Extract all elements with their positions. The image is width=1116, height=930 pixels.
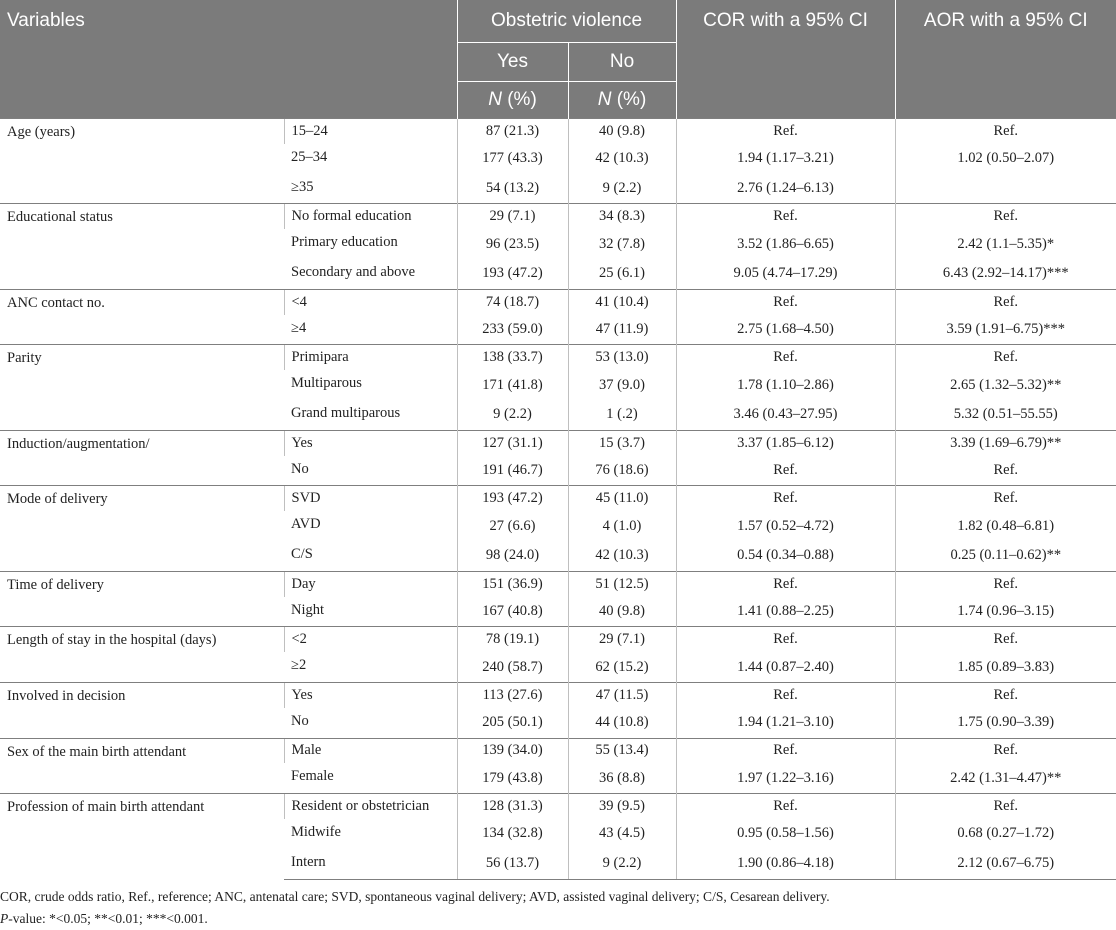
no-count-cell: 32 (7.8)	[568, 229, 676, 259]
no-count-cell: 53 (13.0)	[568, 345, 676, 370]
aor-cell: Ref.	[895, 571, 1116, 596]
no-count-cell: 29 (7.1)	[568, 627, 676, 652]
aor-cell: 3.59 (1.91–6.75)***	[895, 315, 1116, 345]
variable-cell: Length of stay in the hospital (days)	[0, 627, 284, 683]
header-n-pct-yes	[457, 82, 568, 119]
category-cell: 25–34	[291, 148, 328, 165]
category-cell: Yes	[284, 430, 457, 455]
yes-count-cell: 96 (23.5)	[457, 229, 568, 259]
cor-cell: 1.41 (0.88–2.25)	[676, 597, 895, 627]
table-row	[0, 119, 1116, 144]
category-cell: Grand multiparous	[291, 404, 401, 421]
aor-cell: Ref.	[895, 456, 1116, 486]
yes-count-cell: 113 (27.6)	[457, 682, 568, 707]
cor-cell: 3.37 (1.85–6.12)	[676, 430, 895, 455]
variable-cell: Mode of delivery	[0, 486, 284, 571]
aor-cell: Ref.	[895, 627, 1116, 652]
yes-count-cell: 193 (47.2)	[457, 486, 568, 511]
category-cell: Resident or obstetrician	[284, 794, 457, 819]
yes-count-cell: 56 (13.7)	[457, 849, 568, 879]
category-cell: Yes	[284, 682, 457, 707]
aor-cell: Ref.	[895, 794, 1116, 819]
cor-cell: Ref.	[676, 627, 895, 652]
category-cell: No	[291, 712, 309, 729]
yes-count-cell: 167 (40.8)	[457, 597, 568, 627]
variable-cell: Educational status	[0, 204, 284, 289]
yes-count-cell: 139 (34.0)	[457, 738, 568, 763]
header-cor: COR with a 95% CI	[676, 0, 895, 119]
no-count-cell: 40 (9.8)	[568, 119, 676, 144]
category-cell: Primipara	[284, 345, 457, 370]
header-yes: Yes	[457, 43, 568, 82]
cor-cell: 2.75 (1.68–4.50)	[676, 315, 895, 345]
header-aor: AOR with a 95% CI	[895, 0, 1116, 119]
no-count-cell: 37 (9.0)	[568, 370, 676, 400]
aor-cell: 1.75 (0.90–3.39)	[895, 708, 1116, 738]
table-row	[0, 430, 1116, 455]
header-pct-yes: (%)	[501, 89, 537, 110]
cor-cell: Ref.	[676, 682, 895, 707]
aor-cell: 2.12 (0.67–6.75)	[895, 849, 1116, 879]
aor-cell: 1.85 (0.89–3.83)	[895, 652, 1116, 682]
aor-cell: 0.25 (0.11–0.62)**	[895, 541, 1116, 571]
cor-cell: Ref.	[676, 794, 895, 819]
table-row	[0, 571, 1116, 596]
category-cell: Secondary and above	[291, 263, 416, 280]
aor-cell: Ref.	[895, 682, 1116, 707]
category-cell: Intern	[284, 849, 457, 879]
cor-cell: Ref.	[676, 738, 895, 763]
variable-cell: Sex of the main birth attendant	[0, 738, 284, 794]
no-count-cell: 34 (8.3)	[568, 204, 676, 229]
header-variables: Variables	[0, 0, 457, 119]
category-cell: 15–24	[284, 119, 457, 144]
no-count-cell: 47 (11.5)	[568, 682, 676, 707]
aor-cell: 1.74 (0.96–3.15)	[895, 597, 1116, 627]
yes-count-cell: 27 (6.6)	[457, 511, 568, 541]
table-row	[0, 794, 1116, 819]
header-n-italic-yes: N	[488, 89, 502, 110]
yes-count-cell: 179 (43.8)	[457, 763, 568, 793]
table-row	[0, 682, 1116, 707]
yes-count-cell: 87 (21.3)	[457, 119, 568, 144]
category-cell: Male	[284, 738, 457, 763]
yes-count-cell: 9 (2.2)	[457, 400, 568, 430]
aor-cell: 2.42 (1.31–4.47)**	[895, 763, 1116, 793]
yes-count-cell: 98 (24.0)	[457, 541, 568, 571]
aor-cell: Ref.	[895, 738, 1116, 763]
no-count-cell: 42 (10.3)	[568, 144, 676, 174]
table-row	[0, 289, 1116, 314]
cor-cell: Ref.	[676, 345, 895, 370]
header-n-italic-no: N	[597, 89, 612, 110]
aor-cell: 5.32 (0.51–55.55)	[895, 400, 1116, 430]
table-row	[0, 345, 1116, 370]
category-cell: AVD	[291, 516, 321, 533]
cor-cell: 3.46 (0.43–27.95)	[676, 400, 895, 430]
category-cell: C/S	[291, 545, 313, 562]
cor-cell: 9.05 (4.74–17.29)	[676, 259, 895, 289]
cor-cell: 2.76 (1.24–6.13)	[676, 174, 895, 204]
yes-count-cell: 78 (19.1)	[457, 627, 568, 652]
variable-cell: Age (years)	[0, 119, 284, 204]
aor-cell: 0.68 (0.27–1.72)	[895, 819, 1116, 849]
no-count-cell: 62 (15.2)	[568, 652, 676, 682]
no-count-cell: 55 (13.4)	[568, 738, 676, 763]
header-no: No	[568, 43, 676, 82]
category-cell: Primary education	[291, 234, 398, 251]
variable-cell: Involved in decision	[0, 682, 284, 738]
yes-count-cell: 191 (46.7)	[457, 456, 568, 486]
aor-cell: 2.65 (1.32–5.32)**	[895, 370, 1116, 400]
no-count-cell: 36 (8.8)	[568, 763, 676, 793]
aor-cell: 2.42 (1.1–5.35)*	[895, 229, 1116, 259]
category-cell: SVD	[284, 486, 457, 511]
no-count-cell: 45 (11.0)	[568, 486, 676, 511]
no-count-cell: 25 (6.1)	[568, 259, 676, 289]
cor-cell: 1.94 (1.21–3.10)	[676, 708, 895, 738]
aor-cell: 3.39 (1.69–6.79)**	[895, 430, 1116, 455]
yes-count-cell: 128 (31.3)	[457, 794, 568, 819]
aor-cell: Ref.	[895, 119, 1116, 144]
cor-cell: 1.57 (0.52–4.72)	[676, 511, 895, 541]
cor-cell: 1.78 (1.10–2.86)	[676, 370, 895, 400]
category-cell: ≥4	[291, 319, 307, 336]
no-count-cell: 9 (2.2)	[568, 849, 676, 879]
aor-cell: 1.82 (0.48–6.81)	[895, 511, 1116, 541]
category-cell: No formal education	[284, 204, 457, 229]
yes-count-cell: 233 (59.0)	[457, 315, 568, 345]
no-count-cell: 40 (9.8)	[568, 597, 676, 627]
yes-count-cell: 127 (31.1)	[457, 430, 568, 455]
category-cell: <2	[284, 627, 457, 652]
aor-cell: Ref.	[895, 345, 1116, 370]
no-count-cell: 9 (2.2)	[568, 174, 676, 204]
pvalue-footnote	[0, 908, 1116, 930]
no-count-cell: 42 (10.3)	[568, 541, 676, 571]
category-cell: Female	[291, 768, 334, 785]
category-cell: Midwife	[291, 823, 341, 840]
no-count-cell: 39 (9.5)	[568, 794, 676, 819]
variable-cell: Time of delivery	[0, 571, 284, 627]
category-cell: Day	[284, 571, 457, 596]
category-cell: Multiparous	[291, 375, 362, 392]
table-body	[0, 119, 1116, 880]
table-footer	[0, 886, 1116, 930]
table-row	[0, 738, 1116, 763]
cor-cell: 1.97 (1.22–3.16)	[676, 763, 895, 793]
header-pct-no: (%)	[611, 89, 647, 110]
header-obstetric-violence: Obstetric violence	[457, 0, 676, 43]
variable-cell: ANC contact no.	[0, 289, 284, 345]
pvalue-label: P	[0, 910, 9, 926]
cor-cell: Ref.	[676, 119, 895, 144]
no-count-cell: 15 (3.7)	[568, 430, 676, 455]
cor-cell: Ref.	[676, 289, 895, 314]
aor-cell: Ref.	[895, 289, 1116, 314]
cor-cell: 1.94 (1.17–3.21)	[676, 144, 895, 174]
category-cell: ≥35	[291, 178, 314, 195]
pvalue-text: -value: *<0.05; **<0.01; ***<0.001.	[8, 910, 208, 926]
yes-count-cell: 54 (13.2)	[457, 174, 568, 204]
cor-cell: Ref.	[676, 204, 895, 229]
variable-cell: Profession of main birth attendant	[0, 794, 284, 879]
cor-cell: Ref.	[676, 571, 895, 596]
header-n-pct-no	[568, 82, 676, 119]
cor-cell: 3.52 (1.86–6.65)	[676, 229, 895, 259]
cor-cell: 1.44 (0.87–2.40)	[676, 652, 895, 682]
yes-count-cell: 193 (47.2)	[457, 259, 568, 289]
no-count-cell: 41 (10.4)	[568, 289, 676, 314]
yes-count-cell: 29 (7.1)	[457, 204, 568, 229]
aor-cell: Ref.	[895, 204, 1116, 229]
cor-cell: Ref.	[676, 486, 895, 511]
variable-cell: Induction/augmentation/	[0, 430, 284, 486]
table-header	[0, 0, 1116, 119]
no-count-cell: 47 (11.9)	[568, 315, 676, 345]
aor-cell: Ref.	[895, 486, 1116, 511]
aor-cell: 1.02 (0.50–2.07)	[895, 144, 1116, 174]
aor-cell: 6.43 (2.92–14.17)***	[895, 259, 1116, 289]
cor-cell: Ref.	[676, 456, 895, 486]
no-count-cell: 51 (12.5)	[568, 571, 676, 596]
no-count-cell: 43 (4.5)	[568, 819, 676, 849]
yes-count-cell: 240 (58.7)	[457, 652, 568, 682]
yes-count-cell: 205 (50.1)	[457, 708, 568, 738]
yes-count-cell: 138 (33.7)	[457, 345, 568, 370]
yes-count-cell: 177 (43.3)	[457, 144, 568, 174]
cor-cell: 0.54 (0.34–0.88)	[676, 541, 895, 571]
yes-count-cell: 171 (41.8)	[457, 370, 568, 400]
category-cell: Night	[291, 601, 325, 618]
yes-count-cell: 74 (18.7)	[457, 289, 568, 314]
category-cell: No	[291, 460, 309, 477]
category-cell: ≥2	[291, 657, 307, 674]
table-row	[0, 627, 1116, 652]
aor-cell	[895, 174, 1116, 204]
no-count-cell: 76 (18.6)	[568, 456, 676, 486]
no-count-cell: 44 (10.8)	[568, 708, 676, 738]
yes-count-cell: 151 (36.9)	[457, 571, 568, 596]
category-cell: <4	[284, 289, 457, 314]
no-count-cell: 1 (.2)	[568, 400, 676, 430]
no-count-cell: 4 (1.0)	[568, 511, 676, 541]
table-row	[0, 486, 1116, 511]
cor-cell: 1.90 (0.86–4.18)	[676, 849, 895, 879]
yes-count-cell: 134 (32.8)	[457, 819, 568, 849]
abbreviations-footnote: COR, crude odds ratio, Ref., reference; ANC, antenatal care; SVD, spontaneous vaginal delivery; AVD, assisted vaginal delivery; C/S, Cesarean delivery.	[0, 888, 830, 904]
table-row	[0, 204, 1116, 229]
cor-cell: 0.95 (0.58–1.56)	[676, 819, 895, 849]
variable-cell: Parity	[0, 345, 284, 430]
